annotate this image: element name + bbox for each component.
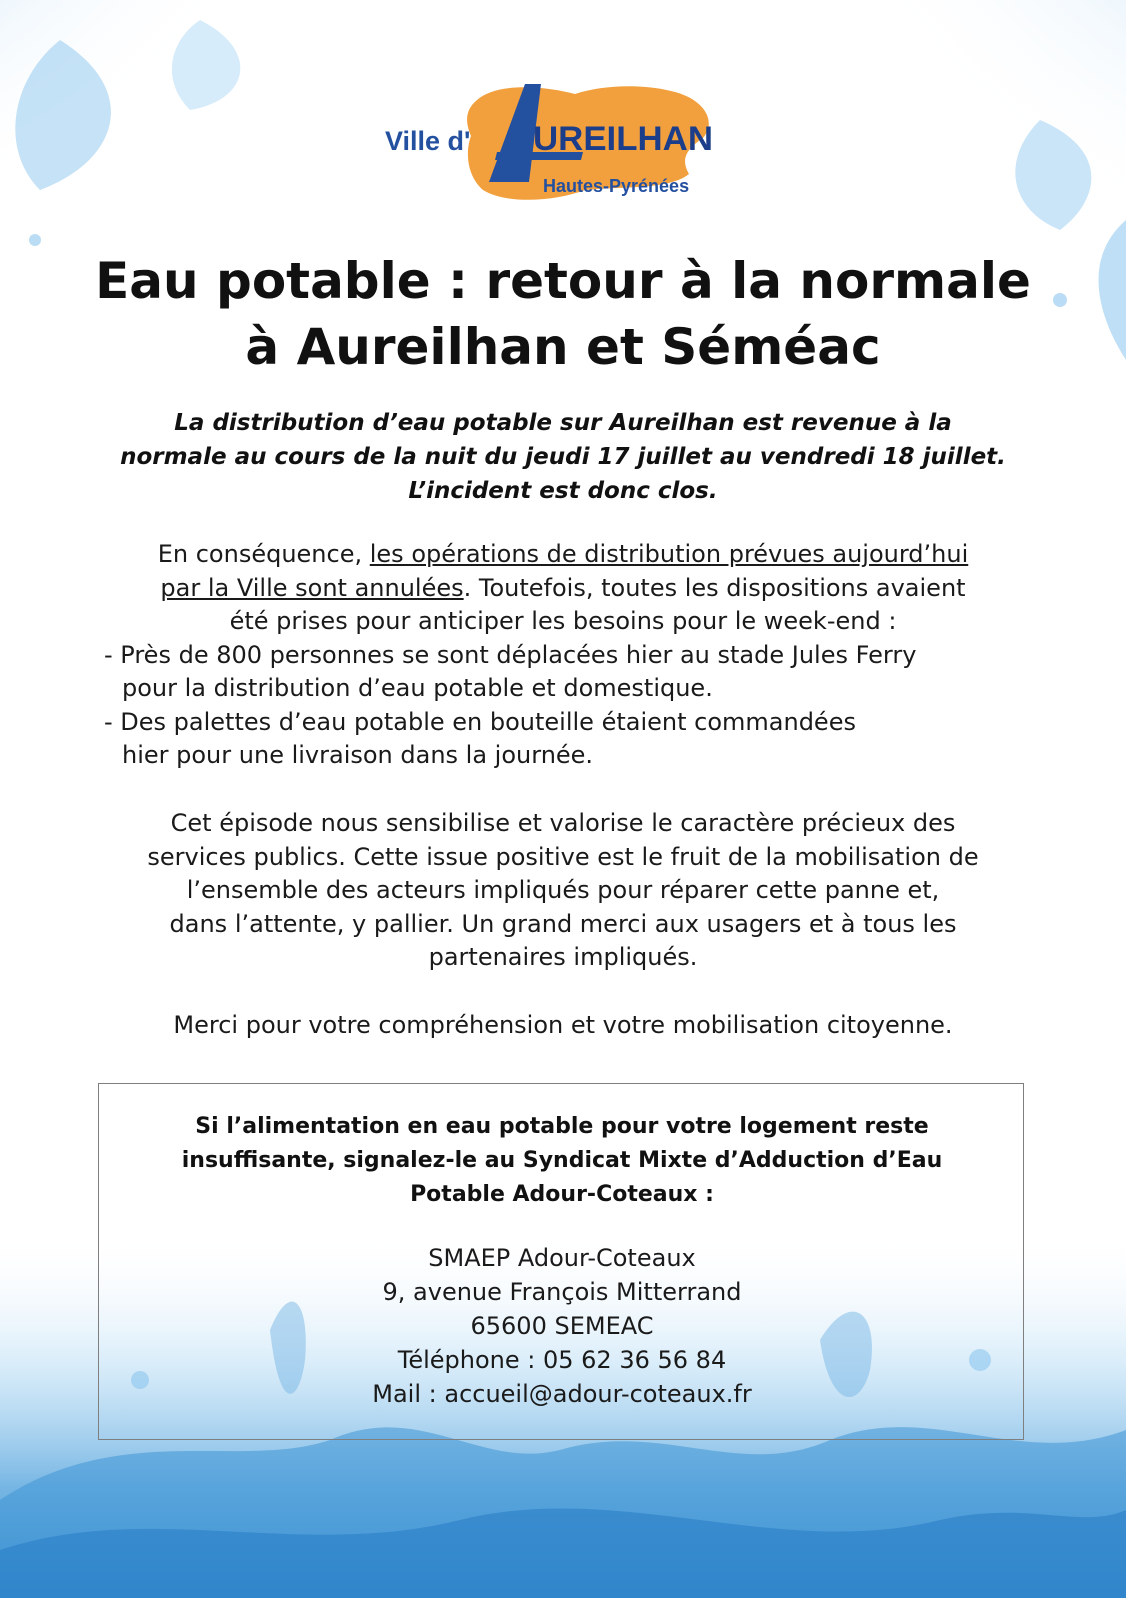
contact-mail: Mail : accueil@adour-coteaux.fr [372, 1380, 752, 1408]
contact-city: 65600 SEMEAC [470, 1312, 654, 1340]
contact-phone: Téléphone : 05 62 36 56 84 [397, 1346, 727, 1374]
contact-lead-line-1: Si l’alimentation en eau potable pour votre logement reste [195, 1114, 929, 1139]
episode-line-5: partenaires impliqués. [428, 943, 698, 971]
cancelled-operations-link-part-1: les opérations de distribution prévues aujourd’hui [369, 540, 969, 568]
page-title [60, 248, 1066, 380]
bullet-1-line-1: - Près de 800 personnes se sont déplacées hier au stade Jules Ferry [104, 640, 917, 669]
episode-line-4: dans l’attente, y pallier. Un grand merci aux usagers et à tous les [169, 909, 957, 938]
thanks-line: Merci pour votre compréhension et votre mobilisation citoyenne. [173, 1011, 953, 1039]
lead-line-2: normale au cours de la nuit du jeudi 17 juillet au vendredi 18 juillet. [120, 444, 1006, 470]
logo-region: Hautes-Pyrénées [543, 176, 690, 196]
contact-lead-line-2: insuffisante, signalez-le au Syndicat Mixte d’Adduction d’Eau [181, 1148, 943, 1173]
consequence-line-3: été prises pour anticiper les besoins pour le week-end : [229, 607, 897, 635]
cancelled-operations-link-part-2: par la Ville sont annulées [160, 573, 464, 602]
lead-line-3: L’incident est donc clos. [408, 478, 718, 504]
contact-address: 9, avenue François Mitterrand [382, 1278, 742, 1306]
bullet-1-line-2: pour la distribution d’eau potable et domestique. [122, 674, 713, 702]
title-line-2: à Aureilhan et Séméac [245, 318, 881, 376]
bullet-2-line-2: hier pour une livraison dans la journée. [122, 741, 594, 769]
episode-paragraph [80, 807, 1046, 975]
episode-line-2: services publics. Cette issue positive est le fruit de la mobilisation de [147, 842, 979, 871]
lead-line-1: La distribution d’eau potable sur Aureilhan est revenue à la [174, 410, 952, 436]
logo-prefix: Ville d' [385, 126, 471, 156]
consequence-line-1 [80, 538, 1046, 572]
consequence-line-2 [80, 572, 1046, 606]
lead-paragraph [70, 406, 1056, 508]
aureilhan-logo [385, 78, 745, 208]
contact-box-lead [99, 1110, 1025, 1212]
episode-line-3: l’ensemble des acteurs impliqués pour réparer cette panne et, [186, 876, 940, 904]
logo-name: UREILHAN [533, 120, 713, 158]
title-line-1: Eau potable : retour à la normale [95, 252, 1031, 310]
bullet-2-line-1: - Des palettes d’eau potable en bouteille étaient commandées [104, 707, 856, 736]
contact-info-box [98, 1083, 1024, 1440]
contact-org: SMAEP Adour-Coteaux [428, 1244, 696, 1272]
contact-lead-line-3: Potable Adour-Coteaux : [410, 1182, 714, 1207]
contact-details [99, 1241, 1025, 1411]
consequence-paragraph [80, 538, 1046, 773]
consequence-suffix: . Toutefois, toutes les dispositions avaient [463, 573, 966, 602]
episode-line-1: Cet épisode nous sensibilise et valorise le caractère précieux des [170, 809, 956, 837]
consequence-prefix: En conséquence, [157, 540, 370, 568]
